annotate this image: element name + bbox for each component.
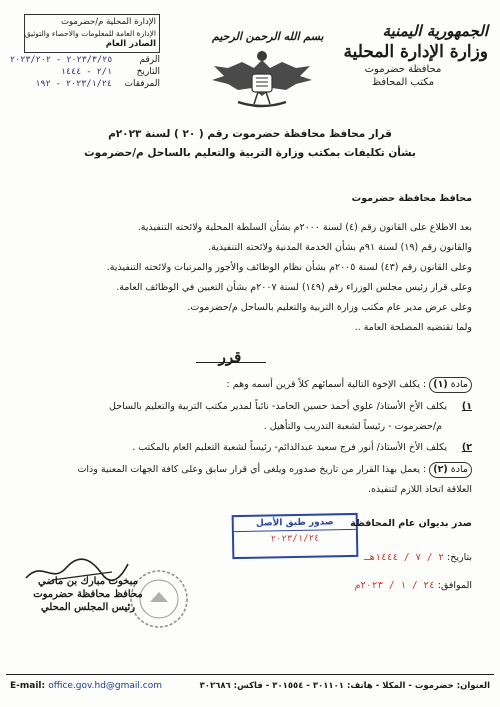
gregorian-date-value: ٢٤ / ١ / ٢٠٢٣م xyxy=(354,580,435,591)
preamble-line: وعلى القانون رقم (٤٣) لسنة ٢٠٠٥م بشأن نظام الوظائف والأجور والمرتبات ولائحته التنفيذية. xyxy=(106,262,472,273)
bismillah: بسم الله الرحمن الرحيم xyxy=(212,30,324,43)
signatory-role: محافظ محافظة حضرموت xyxy=(33,589,143,600)
stamp-line-1: الإدارة المحلية م/حضرموت xyxy=(61,17,156,27)
ref-date-value: ٢/١ - ١٤٤٤ xyxy=(60,67,112,77)
reference-block xyxy=(10,14,160,89)
item-number: ١) xyxy=(461,401,472,412)
ref-number-value: ٢٠٢٣/٣/٢٥ - ٢٠٢٣/٢٠٢ xyxy=(10,55,113,65)
preamble-line: بعد الاطلاع على القانون رقم (٤) لسنة ٢٠٠٠م بشأن السلطة المحلية ولائحته التنفيذية. xyxy=(137,222,472,233)
article-1-text: : يكلف الإخوة التالية أسمائهم كلاً قرين أسمه وهم : xyxy=(226,379,427,390)
issued-at: صدر بديوان عام المحافظة xyxy=(350,518,472,529)
hijri-date xyxy=(364,552,472,563)
list-item xyxy=(22,441,472,455)
item-text: يكلف الأخ الأستاذ/ علوي أحمد حسين الحامد- نائباً لمدير مكتب التربية والتعليم بالساحل xyxy=(109,401,447,412)
decree-title: قرار محافظ محافظة حضرموت رقم ( ٢٠ ) لسنة ٢٠٢٣م xyxy=(108,128,392,140)
archive-stamp xyxy=(24,14,160,53)
governorate-name: محافظة حضرموت xyxy=(364,64,442,75)
preamble-line: وعلى عرض مدير عام مكتب وزارة التربية والتعليم بالساحل م/حضرموت. xyxy=(187,302,472,313)
footer-address: العنوان: حضرموت - المكلا - هاتف: ٣٠١١٠١ - ٣٠١٥٥٤ - فاكس: ٣٠٢٦٨٦ xyxy=(199,681,490,691)
certified-copy-stamp xyxy=(232,513,359,559)
hijri-date-value: ٢ / ٧ / ١٤٤٤هـ xyxy=(363,552,444,563)
ref-date-row xyxy=(10,67,160,77)
article-2-text: : يعمل بهذا القرار من تاريخ صدوره ويلغى أي قرار سابق وعلى كافة الجهات المعنية وذات xyxy=(77,464,427,475)
gregorian-date xyxy=(355,580,472,591)
ref-number-label: الرقم xyxy=(139,55,160,65)
article-1-label: مادة (١) xyxy=(429,377,472,393)
article-2-continued: العلاقة اتخاذ اللازم لتنفيذه. xyxy=(368,484,472,495)
ministry-name: وزارة الإدارة المحلية xyxy=(343,42,488,62)
preamble-line: ولما تقتضيه المصلحة العامة .. xyxy=(354,322,472,333)
signatory-name: مبخوت مبارك بن ماضي xyxy=(38,576,138,587)
list-item-continued: م/حضرموت - رئيساً لشعبة التدريب والتأهيل . xyxy=(263,421,442,432)
item-number: ٢) xyxy=(461,442,472,453)
article-2 xyxy=(22,462,472,478)
ref-date-label: التاريخ xyxy=(136,67,160,77)
ref-attachments-row xyxy=(10,79,160,89)
email-link[interactable]: office.gov.hd@gmail.com xyxy=(48,681,163,691)
item-text: يكلف الأخ الأستاذ/ أنور فرج سعيد عبدالدائم- رئيساً لشعبة التعليم العام بالمكتب . xyxy=(132,442,447,453)
decree-subject: بشأن تكليفات بمكتب وزارة التربية والتعليم بالساحل م/حضرموت xyxy=(84,147,416,159)
decision-heading: قرر xyxy=(218,348,242,366)
gregorian-date-label: الموافق: xyxy=(437,580,472,591)
letterhead-right xyxy=(338,22,488,89)
footer-divider xyxy=(6,674,494,675)
preamble-line: وعلى قرار رئيس مجلس الوزراء رقم (١٤٩) لسنة ٢٠٠٧م بشأن التعيين في الوظائف العامة. xyxy=(116,282,472,293)
state-name: الجمهورية اليمنية xyxy=(382,22,488,40)
preamble-line: والقانون رقم (١٩) لسنة ٩١م بشأن الخدمة المدنية ولائحته التنفيذية. xyxy=(208,242,472,253)
signature-block xyxy=(18,575,158,614)
ref-number-row xyxy=(10,55,160,65)
list-item xyxy=(22,400,472,414)
hijri-date-label: بتاريخ: xyxy=(447,552,472,563)
article-2-label: مادة (٢) xyxy=(429,462,472,478)
section-head: محافظ محافظة حضرموت xyxy=(351,193,472,204)
eagle-emblem-icon xyxy=(202,46,322,120)
certified-copy-date: ٢٠٢٣/١/٢٤ xyxy=(270,533,320,545)
decision-underline xyxy=(196,362,266,363)
office-name: مكتب المحافظ xyxy=(371,77,435,88)
certified-copy-title: صدور طبق الأصل xyxy=(234,515,356,532)
stamp-line-3: الصادر العام xyxy=(105,39,156,49)
ref-attachments-value: ٢٠٢٣/١/٢٤ - ١٩٢ xyxy=(35,79,112,89)
signatory-role-2: رئيس المجلس المحلي xyxy=(40,602,136,613)
article-1 xyxy=(22,377,472,393)
ref-attachments-label: المرفقات xyxy=(124,79,160,89)
stamp-line-2: الإدارة العامة للمعلومات والاحصاء والتوثيق xyxy=(24,29,156,38)
email-label: E-mail: xyxy=(10,681,46,691)
footer-email xyxy=(10,681,162,691)
